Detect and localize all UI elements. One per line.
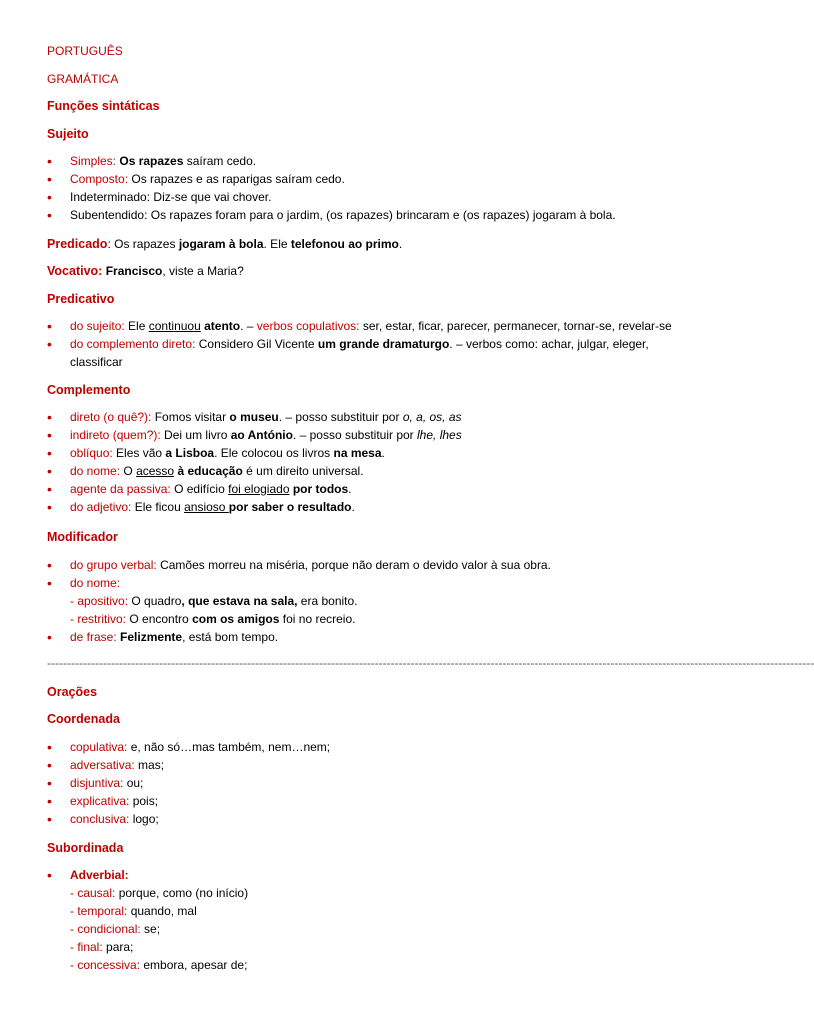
item-text: para; — [102, 940, 134, 954]
text-run: , viste a Maria? — [162, 264, 244, 278]
list-item — [70, 500, 355, 515]
section-heading-modificador: Modificador — [47, 530, 118, 544]
list-item-sub — [70, 958, 247, 973]
text-run: Camões morreu na miséria, porque não deram o devido valor à sua obra. — [156, 558, 551, 572]
text-emphasis: telefonou ao primo — [290, 237, 399, 251]
text-run: é um direito universal. — [242, 464, 364, 478]
text-run: . Ele colocou os livros — [214, 446, 334, 460]
text-run: Ele — [124, 319, 149, 333]
bullet-icon: • — [47, 409, 52, 425]
item-label: do grupo verbal: — [70, 558, 157, 572]
bullet-icon: • — [47, 557, 52, 573]
bullet-icon: • — [47, 499, 52, 515]
bullet-icon: • — [47, 189, 52, 205]
item-text: logo; — [129, 812, 159, 826]
item-label: do complemento direto: — [70, 337, 196, 351]
text-emphasis: Felizmente — [120, 630, 183, 644]
bullet-icon: • — [47, 739, 52, 755]
item-label: oblíquo: — [70, 446, 113, 460]
list-item — [70, 154, 256, 169]
list-item — [70, 482, 352, 497]
text-emphasis: ao António — [230, 428, 293, 442]
bullet-icon: • — [47, 481, 52, 497]
item-label: disjuntiva: — [70, 776, 124, 790]
list-item — [70, 464, 364, 479]
text-run: . Ele — [263, 237, 291, 251]
section-divider: ------------------------------------------------------------------------------------------------------------------------------------------------------------------------------------------------ — [47, 656, 814, 670]
item-label: Indeterminado: — [70, 190, 151, 204]
item-label: explicativa: — [70, 794, 130, 808]
text-emphasis: a Lisboa — [165, 446, 215, 460]
item-label: - concessiva: — [70, 958, 141, 972]
predicado-label: Predicado — [47, 237, 108, 251]
item-label: - condicional: — [70, 922, 141, 936]
text-italic: o, a, os, as — [402, 410, 462, 424]
item-label: direto (o quê?): — [70, 410, 152, 424]
bullet-icon: • — [47, 463, 52, 479]
text-emphasis: com os amigos — [192, 612, 280, 626]
item-label: de frase: — [70, 630, 117, 644]
text-run: . — [348, 482, 352, 496]
text-run: O edifício — [170, 482, 229, 496]
item-label: - final: — [70, 940, 103, 954]
list-item — [70, 190, 271, 205]
list-item — [70, 794, 158, 809]
document-subtitle: GRAMÁTICA — [47, 72, 119, 86]
item-label: verbos copulativos: — [256, 319, 360, 333]
item-text: pois; — [129, 794, 159, 808]
item-text: porque, como (no início) — [115, 886, 249, 900]
text-run: . – posso substituir por — [278, 410, 403, 424]
text-emphasis: um grande dramaturgo — [317, 337, 450, 351]
section-heading-subordinada: Subordinada — [47, 841, 124, 855]
item-text: e, não só…mas também, nem…nem; — [127, 740, 331, 754]
item-text: Os rapazes e as raparigas saíram cedo. — [128, 172, 345, 186]
list-item-adverbial: Adverbial: — [70, 868, 129, 882]
text-run: : Os rapazes — [107, 237, 179, 251]
text-run: . — [398, 237, 403, 251]
section-heading-coordenada: Coordenada — [47, 712, 120, 726]
bullet-icon: • — [47, 775, 52, 791]
vocativo-label: Vocativo: — [47, 264, 103, 278]
item-label: do adjetivo: — [70, 500, 132, 514]
text-run: . – posso substituir por — [292, 428, 418, 442]
section-heading-sujeito: Sujeito — [47, 127, 89, 141]
section-heading-funcoes: Funções sintáticas — [47, 99, 160, 113]
item-text: embora, apesar de; — [140, 958, 248, 972]
item-label: conclusiva: — [70, 812, 130, 826]
list-item: do nome: — [70, 576, 121, 590]
bullet-icon: • — [47, 171, 52, 187]
bullet-icon: • — [47, 793, 52, 809]
item-label: indireto (quem?): — [70, 428, 161, 442]
item-text: Diz-se que vai chover. — [150, 190, 272, 204]
text-run: Fomos visitar — [151, 410, 230, 424]
bullet-icon: • — [47, 445, 52, 461]
section-heading-predicativo: Predicativo — [47, 292, 115, 306]
text-run: , está bom tempo. — [182, 630, 279, 644]
list-item — [70, 208, 616, 223]
text-run: Eles vão — [112, 446, 166, 460]
item-label: copulativa: — [70, 740, 128, 754]
item-label: - temporal: — [70, 904, 128, 918]
bullet-icon: • — [47, 336, 52, 352]
item-label: - restritivo: — [70, 612, 127, 626]
item-text: se; — [140, 922, 161, 936]
list-item — [70, 812, 159, 827]
bullet-icon: • — [47, 867, 52, 883]
bullet-icon: • — [47, 757, 52, 773]
text-run: . – — [240, 319, 257, 333]
item-label: Composto: — [70, 172, 129, 186]
bullet-icon: • — [47, 629, 52, 645]
item-text: mas; — [134, 758, 165, 772]
text-run: O — [120, 464, 137, 478]
list-item-sub — [70, 886, 248, 901]
text-run: . — [381, 446, 385, 460]
item-label: Subentendido: — [70, 208, 148, 222]
text-emphasis: na mesa — [333, 446, 382, 460]
text-emphasis: por todos — [292, 482, 349, 496]
section-heading-complemento: Complemento — [47, 383, 131, 397]
text-run: . – verbos como: achar, julgar, eleger, — [449, 337, 649, 351]
text-run: foi no recreio. — [279, 612, 356, 626]
text-run: Dei um livro — [160, 428, 231, 442]
text-run: era bonito. — [297, 594, 358, 608]
text-underlined: foi elogiado — [228, 482, 290, 496]
list-item — [70, 428, 462, 443]
text-emphasis: Francisco — [105, 264, 163, 278]
list-item — [70, 740, 330, 755]
item-label: - apositivo: — [70, 594, 129, 608]
text-italic: lhe, lhes — [417, 428, 462, 442]
vocativo-line — [47, 264, 244, 279]
list-item-sub — [70, 904, 197, 919]
item-emphasis: Os rapazes — [119, 154, 184, 168]
list-item-continuation: classificar — [70, 355, 123, 369]
list-item-sub — [70, 612, 355, 627]
text-run: O quadro — [128, 594, 182, 608]
text-emphasis: , que estava na sala, — [181, 594, 298, 608]
list-item — [70, 758, 164, 773]
text-run: Considero Gil Vicente — [195, 337, 318, 351]
text-emphasis: jogaram à bola — [178, 237, 264, 251]
list-item — [70, 172, 345, 187]
text-run: . — [351, 500, 355, 514]
text-run: O encontro — [126, 612, 193, 626]
list-item — [70, 319, 672, 334]
list-item-sub — [70, 594, 358, 609]
bullet-icon: • — [47, 207, 52, 223]
list-item — [70, 776, 143, 791]
item-label: adversativa: — [70, 758, 135, 772]
text-emphasis: atento — [204, 319, 241, 333]
list-item — [70, 337, 649, 352]
text-run: Ele ficou — [131, 500, 185, 514]
text-emphasis: por saber o resultado — [228, 500, 352, 514]
item-text: Os rapazes foram para o jardim, (os rapazes) brincaram e (os rapazes) jogaram à bola. — [147, 208, 616, 222]
list-item — [70, 630, 278, 645]
predicado-line — [47, 237, 402, 252]
list-item — [70, 410, 462, 425]
list-item-sub — [70, 940, 133, 955]
text-emphasis: à educação — [177, 464, 243, 478]
text-underlined: ansioso — [184, 500, 229, 514]
bullet-icon: • — [47, 811, 52, 827]
text-run: ser, estar, ficar, parecer, permanecer, tornar-se, revelar-se — [359, 319, 672, 333]
item-label: do nome: — [70, 464, 121, 478]
list-item — [70, 558, 551, 573]
item-text: ou; — [123, 776, 144, 790]
text-underlined: acesso — [136, 464, 175, 478]
item-label: do sujeito: — [70, 319, 125, 333]
item-text: quando, mal — [127, 904, 197, 918]
list-item — [70, 446, 385, 461]
bullet-icon: • — [47, 575, 52, 591]
text-underlined: continuou — [148, 319, 201, 333]
item-label: - causal: — [70, 886, 116, 900]
text-emphasis: o museu — [229, 410, 279, 424]
item-label: Simples: — [70, 154, 117, 168]
item-label: agente da passiva: — [70, 482, 171, 496]
section-heading-oracoes: Orações — [47, 685, 98, 699]
bullet-icon: • — [47, 427, 52, 443]
document-title: PORTUGUÊS — [47, 44, 123, 58]
bullet-icon: • — [47, 153, 52, 169]
list-item-sub — [70, 922, 160, 937]
item-text: saíram cedo. — [183, 154, 257, 168]
bullet-icon: • — [47, 318, 52, 334]
